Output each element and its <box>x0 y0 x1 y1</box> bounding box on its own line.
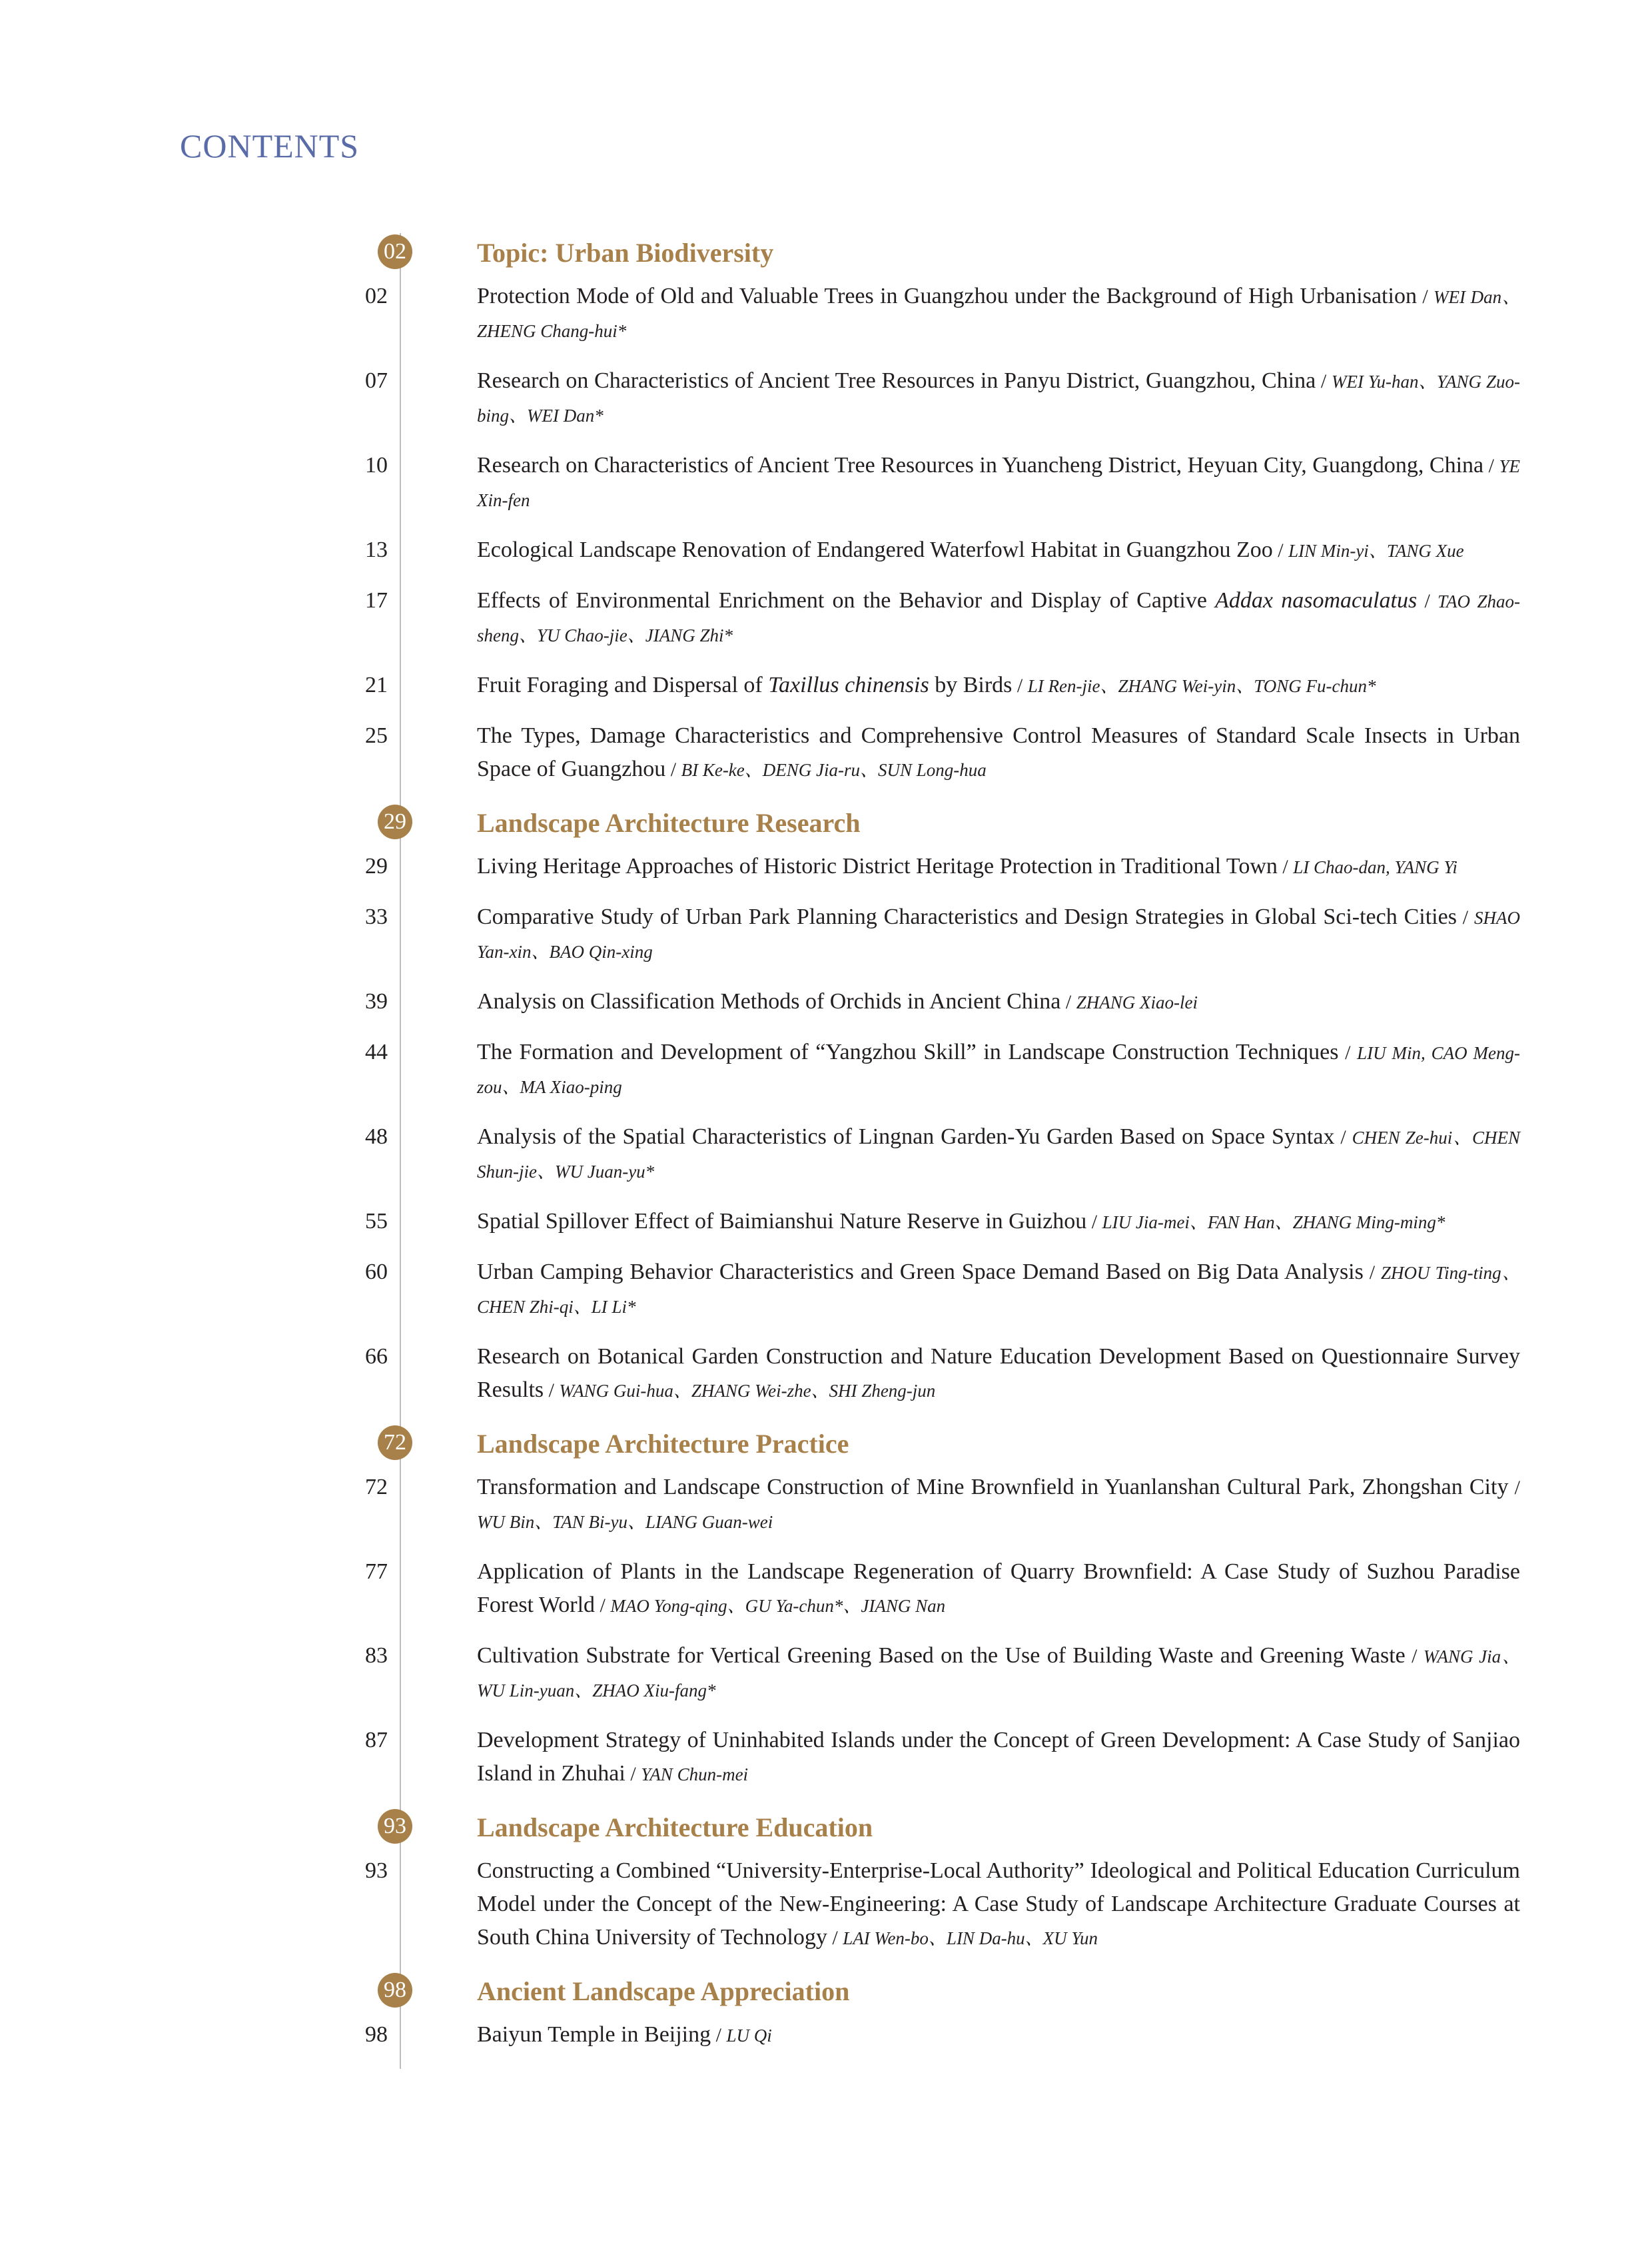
entry-page-number: 13 <box>365 538 388 562</box>
section-header <box>384 1808 1520 1845</box>
entry-title: The Types, Damage Characteristics and Comprehensive Control Measures of Standard Scale Insects in Urban Space of Guangzhou <box>477 723 1520 781</box>
entry-page-number: 07 <box>365 368 388 393</box>
entry-text <box>477 280 1520 348</box>
section-title: Landscape Architecture Research <box>477 807 861 838</box>
author-separator: / <box>1086 1211 1102 1233</box>
section-page-badge: 02 <box>378 234 412 269</box>
entry-authors: LAI Wen-bo、LIN Da-hu、XU Yun <box>843 1928 1098 1948</box>
section-title: Landscape Architecture Education <box>477 1812 873 1842</box>
author-separator: / <box>1417 590 1438 612</box>
section-page-badge: 72 <box>378 1425 412 1460</box>
entry-text <box>477 1256 1520 1323</box>
entry-title: Transformation and Landscape Construction of Mine Brownfield in Yuanlanshan Cultural Park, Zhongshan City <box>477 1475 1509 1499</box>
toc-entry[interactable] <box>365 1555 1520 1623</box>
entry-title: Spatial Spillover Effect of Baimianshui Nature Reserve in Guizhou <box>477 1209 1087 1234</box>
entry-page-number: 93 <box>365 1858 388 1883</box>
section-page-badge: 29 <box>378 805 412 839</box>
author-separator: / <box>1338 1042 1358 1064</box>
entry-text <box>477 1724 1520 1791</box>
toc-entry[interactable] <box>365 364 1520 432</box>
entry-page-number: 60 <box>365 1260 388 1284</box>
entry-authors: LI Ren-jie、ZHANG Wei-yin、TONG Fu-chun* <box>1027 676 1376 696</box>
entry-text <box>477 364 1520 432</box>
entry-authors: SHAO Yan-xin、BAO Qin-xing <box>477 908 1520 962</box>
entry-authors: YE Xin-fen <box>477 456 1520 510</box>
entry-page-number: 10 <box>365 453 388 478</box>
section-title: Landscape Architecture Practice <box>477 1428 849 1459</box>
entry-title: Development Strategy of Uninhabited Islands under the Concept of Green Development: A Case Study of Sanjiao Island in Zhuhai <box>477 1728 1520 1786</box>
entry-title: Research on Characteristics of Ancient Tree Resources in Panyu District, Guangzhou, China <box>477 368 1316 393</box>
entry-page-number: 55 <box>365 1209 388 1234</box>
entry-title: Cultivation Substrate for Vertical Greening Based on the Use of Building Waste and Greening Waste <box>477 1643 1406 1668</box>
entry-page-number: 83 <box>365 1643 388 1668</box>
toc-entry[interactable] <box>365 719 1520 787</box>
entry-page-number: 87 <box>365 1728 388 1752</box>
section-page-badge: 98 <box>378 1973 412 2008</box>
toc-entry[interactable] <box>365 1120 1521 1188</box>
entry-title: Constructing a Combined “University-Enterprise-Local Authority” Ideological and Political Education Curriculum Model under the Concept of the New-Engineering: A Case Study of Landscape Architecture Graduate Courses at South China University of Technology <box>477 1858 1520 1950</box>
entry-title: Analysis on Classification Methods of Orchids in Ancient China <box>477 989 1061 1014</box>
entry-text <box>477 719 1520 787</box>
toc-entry[interactable] <box>365 280 1520 348</box>
author-separator: / <box>1405 1645 1424 1667</box>
author-separator: / <box>1483 455 1499 477</box>
toc-entry[interactable] <box>365 449 1520 517</box>
toc-entry[interactable] <box>365 669 1520 703</box>
entry-title: Protection Mode of Old and Valuable Trees in Guangzhou under the Background of High Urbanisation <box>477 284 1417 308</box>
author-separator: / <box>711 2024 727 2046</box>
entry-title: by Birds <box>929 673 1013 697</box>
entry-text <box>477 985 1520 1019</box>
author-separator: / <box>1012 675 1028 697</box>
section-header <box>384 233 1520 270</box>
toc-entry[interactable] <box>365 1471 1520 1539</box>
section-title: Topic: Urban Biodiversity <box>477 237 774 268</box>
entry-authors: BI Ke-ke、DENG Jia-ru、SUN Long-hua <box>681 760 987 780</box>
entry-page-number: 29 <box>365 854 388 879</box>
entry-title: Comparative Study of Urban Park Planning Characteristics and Design Strategies in Global Sci-tech Cities <box>477 905 1457 929</box>
entry-page-number: 02 <box>365 284 388 308</box>
entry-title: Research on Botanical Garden Construction and Nature Education Development Based on Questionnaire Survey Results <box>477 1344 1520 1402</box>
entry-page-number: 44 <box>365 1040 388 1064</box>
author-separator: / <box>665 759 681 781</box>
entry-authors: ZHANG Xiao-lei <box>1076 992 1198 1012</box>
entry-authors: WEI Yu-han、YANG Zuo-bing、WEI Dan* <box>477 372 1520 426</box>
entry-page-number: 48 <box>365 1124 388 1149</box>
toc-entry[interactable] <box>365 850 1520 884</box>
entry-title: Urban Camping Behavior Characteristics and Green Space Demand Based on Big Data Analysis <box>477 1260 1364 1284</box>
toc-entry[interactable] <box>365 1205 1520 1239</box>
author-separator: / <box>1272 540 1289 561</box>
entry-text <box>477 1854 1520 1955</box>
entry-authors: LU Qi <box>726 2026 772 2046</box>
toc-entry[interactable] <box>365 584 1520 652</box>
entry-authors: WANG Jia、WU Lin-yuan、ZHAO Xiu-fang* <box>477 1647 1520 1700</box>
entry-page-number: 77 <box>365 1559 388 1584</box>
author-separator: / <box>625 1763 641 1785</box>
author-separator: / <box>544 1379 560 1401</box>
author-separator: / <box>1508 1477 1520 1499</box>
entry-authors: WU Bin、TAN Bi-yu、LIANG Guan-wei <box>477 1512 773 1532</box>
author-separator: / <box>827 1927 843 1949</box>
entry-page-number: 98 <box>365 2022 388 2047</box>
toc-entry[interactable] <box>365 1036 1520 1104</box>
entry-page-number: 72 <box>365 1475 388 1499</box>
section-page-badge: 93 <box>378 1809 412 1844</box>
entry-page-number: 39 <box>365 989 388 1014</box>
entry-page-number: 33 <box>365 905 388 929</box>
entry-page-number: 21 <box>365 673 388 697</box>
author-separator: / <box>1456 907 1474 929</box>
section-header <box>384 803 1520 841</box>
entry-text <box>477 1036 1520 1104</box>
entry-species-name: Taxillus chinensis <box>768 673 929 697</box>
entry-text <box>477 1471 1520 1539</box>
author-separator: / <box>595 1595 611 1617</box>
entry-text <box>477 901 1520 968</box>
entry-title: Ecological Landscape Renovation of Endangered Waterfowl Habitat in Guangzhou Zoo <box>477 538 1273 562</box>
entry-authors: LIN Min-yi、TANG Xue <box>1288 541 1464 561</box>
entry-authors: YAN Chun-mei <box>641 1764 749 1784</box>
entry-species-name: Addax nasomaculatus <box>1215 588 1418 613</box>
entry-title: Effects of Environmental Enrichment on the Behavior and Display of Captive <box>477 588 1216 613</box>
toc-entry[interactable] <box>365 534 1520 567</box>
entry-title: The Formation and Development of “Yangzhou Skill” in Landscape Construction Techniques <box>477 1040 1339 1064</box>
toc-entry[interactable] <box>365 1854 1520 1955</box>
author-separator: / <box>1060 991 1076 1013</box>
toc-entry[interactable] <box>365 2018 1520 2052</box>
entry-text <box>477 850 1520 884</box>
entry-title: Baiyun Temple in Beijing <box>477 2022 711 2047</box>
entry-text <box>477 1340 1520 1407</box>
author-separator: / <box>1316 370 1332 392</box>
toc-entry[interactable] <box>365 1340 1520 1407</box>
author-separator: / <box>1363 1262 1381 1284</box>
author-separator: / <box>1416 286 1434 308</box>
toc-entry[interactable] <box>365 1639 1520 1707</box>
entry-title: Fruit Foraging and Dispersal of <box>477 673 769 697</box>
entry-authors: LI Chao-dan, YANG Yi <box>1293 857 1457 877</box>
entry-authors: ZHOU Ting-ting、CHEN Zhi-qi、LI Li* <box>477 1263 1520 1317</box>
entry-text <box>477 1205 1520 1239</box>
entry-text <box>477 2018 1520 2052</box>
entry-title: Application of Plants in the Landscape Regeneration of Quarry Brownfield: A Case Study of Suzhou Paradise Forest World <box>477 1559 1520 1617</box>
entry-page-number: 17 <box>365 588 388 613</box>
section-title: Ancient Landscape Appreciation <box>477 1976 850 2006</box>
entry-authors: MAO Yong-qing、GU Ya-chun*、JIANG Nan <box>610 1596 946 1616</box>
entry-authors: TAO Zhao-sheng、YU Chao-jie、JIANG Zhi* <box>477 591 1520 645</box>
entry-text <box>477 534 1520 567</box>
author-separator: / <box>1277 856 1294 878</box>
page-title: CONTENTS <box>180 127 360 165</box>
entry-authors: LIU Jia-mei、FAN Han、ZHANG Ming-ming* <box>1102 1212 1446 1232</box>
entry-text <box>477 1555 1520 1623</box>
entry-title: Analysis of the Spatial Characteristics of Lingnan Garden-Yu Garden Based on Space Syntax <box>477 1124 1335 1149</box>
entry-text <box>477 449 1520 517</box>
entry-authors: CHEN Ze-hui、CHEN Shun-jie、WU Juan-yu* <box>477 1128 1521 1182</box>
entry-page-number: 25 <box>365 723 388 748</box>
table-of-contents <box>365 233 1521 2069</box>
entry-text <box>477 584 1520 652</box>
entry-text <box>477 1639 1520 1707</box>
toc-entry[interactable] <box>365 1724 1520 1791</box>
toc-entry[interactable] <box>365 901 1520 968</box>
entry-authors: WEI Dan、ZHENG Chang-hui* <box>477 287 1520 341</box>
entry-authors: WANG Gui-hua、ZHANG Wei-zhe、SHI Zheng-jun <box>559 1381 936 1401</box>
entry-title: Living Heritage Approaches of Historic District Heritage Protection in Traditional Town <box>477 854 1278 879</box>
toc-entry[interactable] <box>365 1256 1520 1323</box>
section-header <box>384 1424 1520 1461</box>
toc-entry[interactable] <box>365 985 1520 1019</box>
author-separator: / <box>1334 1126 1352 1148</box>
entry-authors: LIU Min, CAO Meng-zou、MA Xiao-ping <box>477 1043 1520 1097</box>
entry-title: Research on Characteristics of Ancient Tree Resources in Yuancheng District, Heyuan City, Guangdong, China <box>477 453 1484 478</box>
entry-page-number: 66 <box>365 1344 388 1369</box>
entry-text <box>477 669 1520 703</box>
entry-text <box>477 1120 1520 1188</box>
section-header <box>384 1972 1520 2009</box>
